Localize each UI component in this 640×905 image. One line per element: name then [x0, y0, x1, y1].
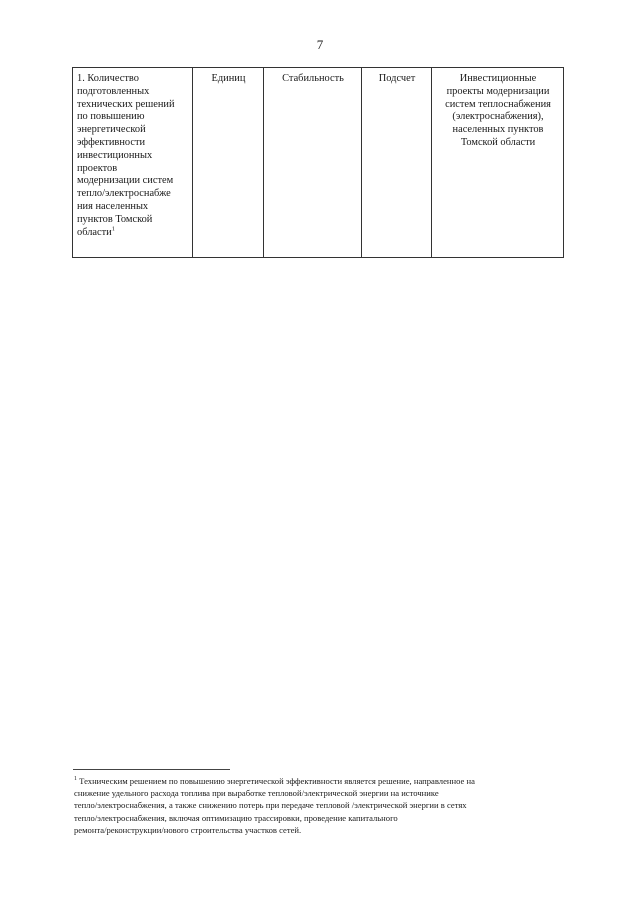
footnote-line: снижение удельного расхода топлива при выработке тепловой/электрической энергии на источнике	[74, 788, 439, 799]
footnote-reference[interactable]: 1	[111, 225, 115, 233]
indicator-name-line: технических решений	[77, 98, 175, 110]
footnote-line: ремонта/реконструкции/нового строительства участков сетей.	[74, 824, 302, 835]
source-line: Томской области	[460, 136, 536, 148]
footnote-separator	[73, 769, 230, 770]
method-cell	[362, 68, 432, 258]
footnote	[74, 775, 594, 836]
footnote-line: тепло/электроснабжения, включая оптимизацию трассировки, проведение капитального	[74, 812, 398, 823]
source-line: (электроснабжения),	[452, 111, 544, 123]
indicator-name-line: тепло/электроснабже	[77, 188, 171, 200]
method-text: Подсчет	[378, 73, 416, 84]
footnote-text: Техническим решением по повышению энергетической эффективности является решение, направленное на	[77, 776, 475, 786]
unit-cell	[193, 68, 264, 258]
page-number: 7	[316, 37, 324, 52]
indicator-name-line: инвестиционных	[77, 149, 153, 161]
source-line: Инвестиционные	[459, 73, 537, 84]
indicator-name-line: по повышению	[77, 111, 145, 123]
source-line: систем теплоснабжения	[445, 98, 551, 110]
indicator-name-line: пунктов Томской	[77, 213, 153, 225]
indicator-name-cell	[73, 68, 193, 258]
stability-cell	[264, 68, 362, 258]
indicator-name-line: проектов	[77, 162, 118, 174]
footnote-mark: 1	[74, 776, 77, 783]
indicator-table	[72, 67, 564, 258]
source-line: населенных пунктов	[452, 124, 544, 136]
indicator-name-line: ния населенных	[77, 200, 149, 212]
indicator-name-line: подготовленных	[77, 85, 150, 97]
stability-text: Стабильность	[282, 73, 344, 84]
unit-text: Единиц	[211, 73, 246, 84]
indicator-name-line: 1. Количество	[77, 73, 139, 84]
indicator-name-line-last	[77, 227, 189, 240]
source-cell	[432, 68, 564, 258]
footnote-line	[74, 775, 594, 787]
indicator-name-line: модернизации систем	[77, 175, 174, 187]
indicator-name-line: области	[77, 226, 112, 238]
table-row	[73, 68, 564, 258]
indicator-name-line: энергетической	[77, 124, 146, 136]
source-line: проекты модернизации	[446, 85, 550, 97]
footnote-line: тепло/электроснабжения, а также снижению потерь при передаче тепловой /электрической энергии в сетях	[74, 800, 467, 811]
indicator-name-line: эффективности	[77, 136, 146, 148]
